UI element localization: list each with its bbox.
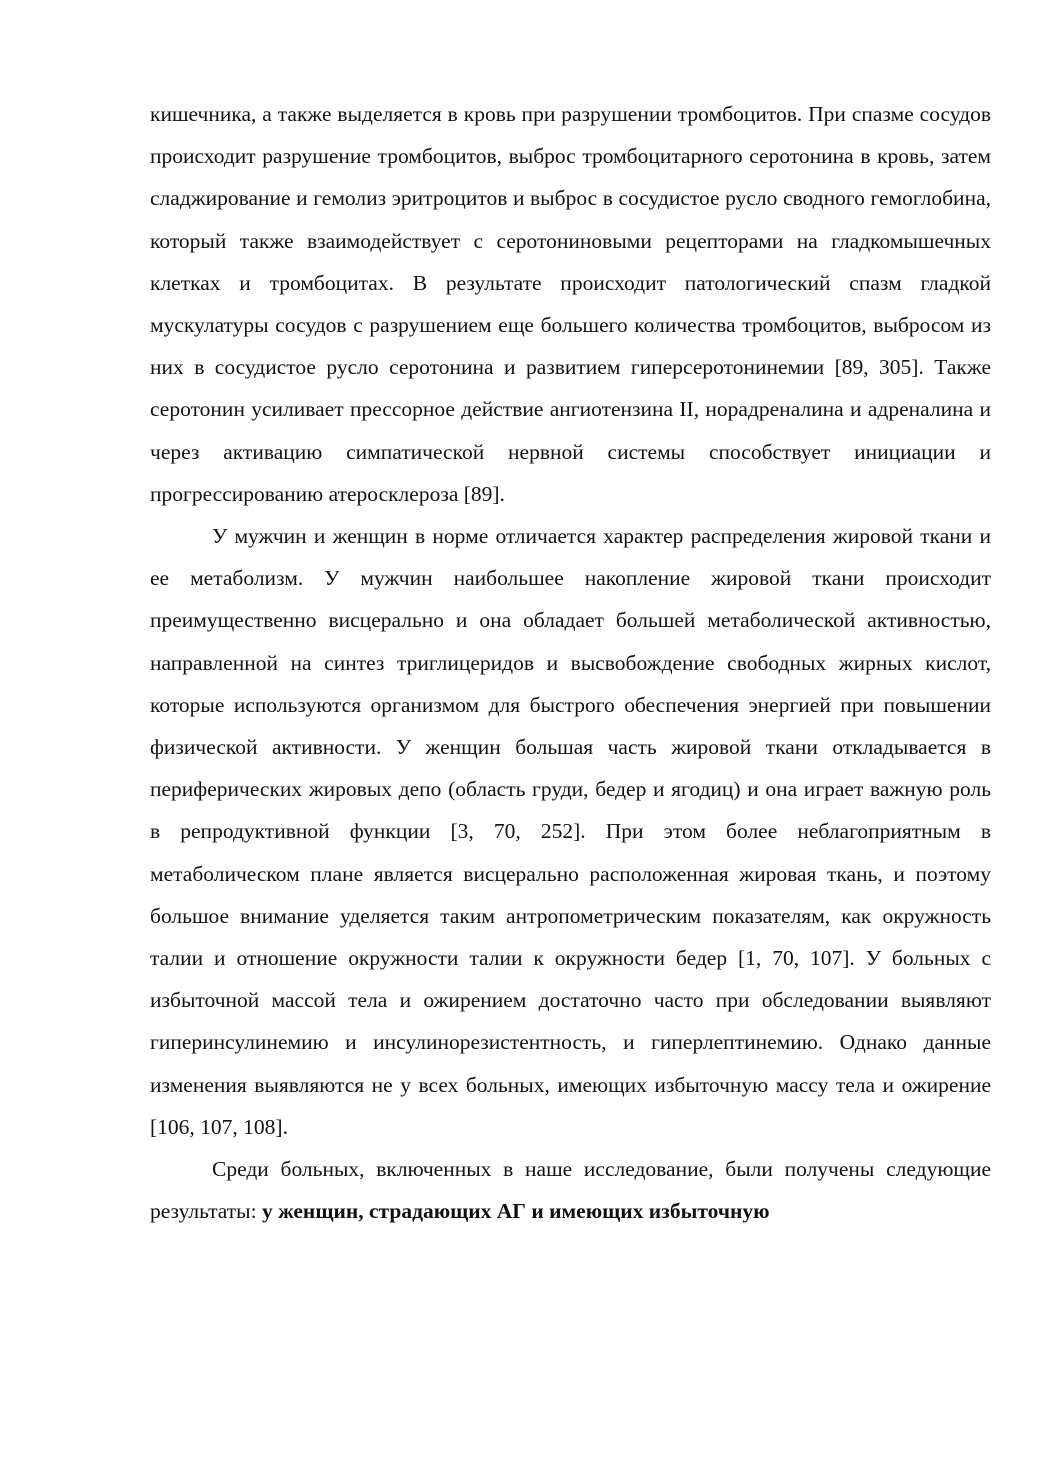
results-intro-text: Среди больных, включенных в наше исследование, были получены следующие результаты:: [150, 1157, 991, 1224]
paragraph-serotonin: кишечника, а также выделяется в кровь при разрушении тромбоцитов. При спазме сосудов происходит разрушение тромбоцитов, выброс тромбоцитарного серотонина в кровь, затем сладжирование и гемолиз эритроцитов и выброс в сосудистое русло сводного гемоглобина, который также взаимодействует с серотониновыми рецепторами на гладкомышечных клетках и тромбоцитах. В результате происходит патологический спазм гладкой мускулатуры сосудов с разрушением еще большего количества тромбоцитов, выбросом из них в сосудистое русло серотонина и развитием гиперсеротонинемии [89, 305]. Также серотонин усиливает прессорное действие ангиотензина II, норадреналина и адреналина и через активацию симпатической нервной системы способствует инициации и прогрессированию атеросклероза [89].: [150, 102, 991, 506]
paragraph-fat-distribution: У мужчин и женщин в норме отличается характер распределения жировой ткани и ее метаболизм. У мужчин наибольшее накопление жировой ткани происходит преимущественно висцерально и она обладает большей метаболической активностью, направленной на синтез триглицеридов и высвобождение свободных жирных кислот, которые используются организмом для быстрого обеспечения энергией при повышении физической активности. У женщин большая часть жировой ткани откладывается в периферических жировых депо (область груди, бедер и ягодиц) и она играет важную роль в репродуктивной функции [3, 70, 252]. При этом более неблагоприятным в метаболическом плане является висцерально расположенная жировая ткань, и поэтому большое внимание уделяется таким антропометрическим показателям, как окружность талии и отношение окружности талии к окружности бедер [1, 70, 107]. У больных с избыточной массой тела и ожирением достаточно часто при обследовании выявляют гиперинсулинемию и инсулинорезистентность, и гиперлептинемию. Однако данные изменения выявляются не у всех больных, имеющих избыточную массу тела и ожирение [106, 107, 108].: [150, 524, 991, 1139]
document-page: [150, 93, 991, 1232]
paragraph-results: [150, 1148, 991, 1232]
results-bold-text: у женщин, страдающих АГ и имеющих избыточную: [261, 1199, 770, 1224]
